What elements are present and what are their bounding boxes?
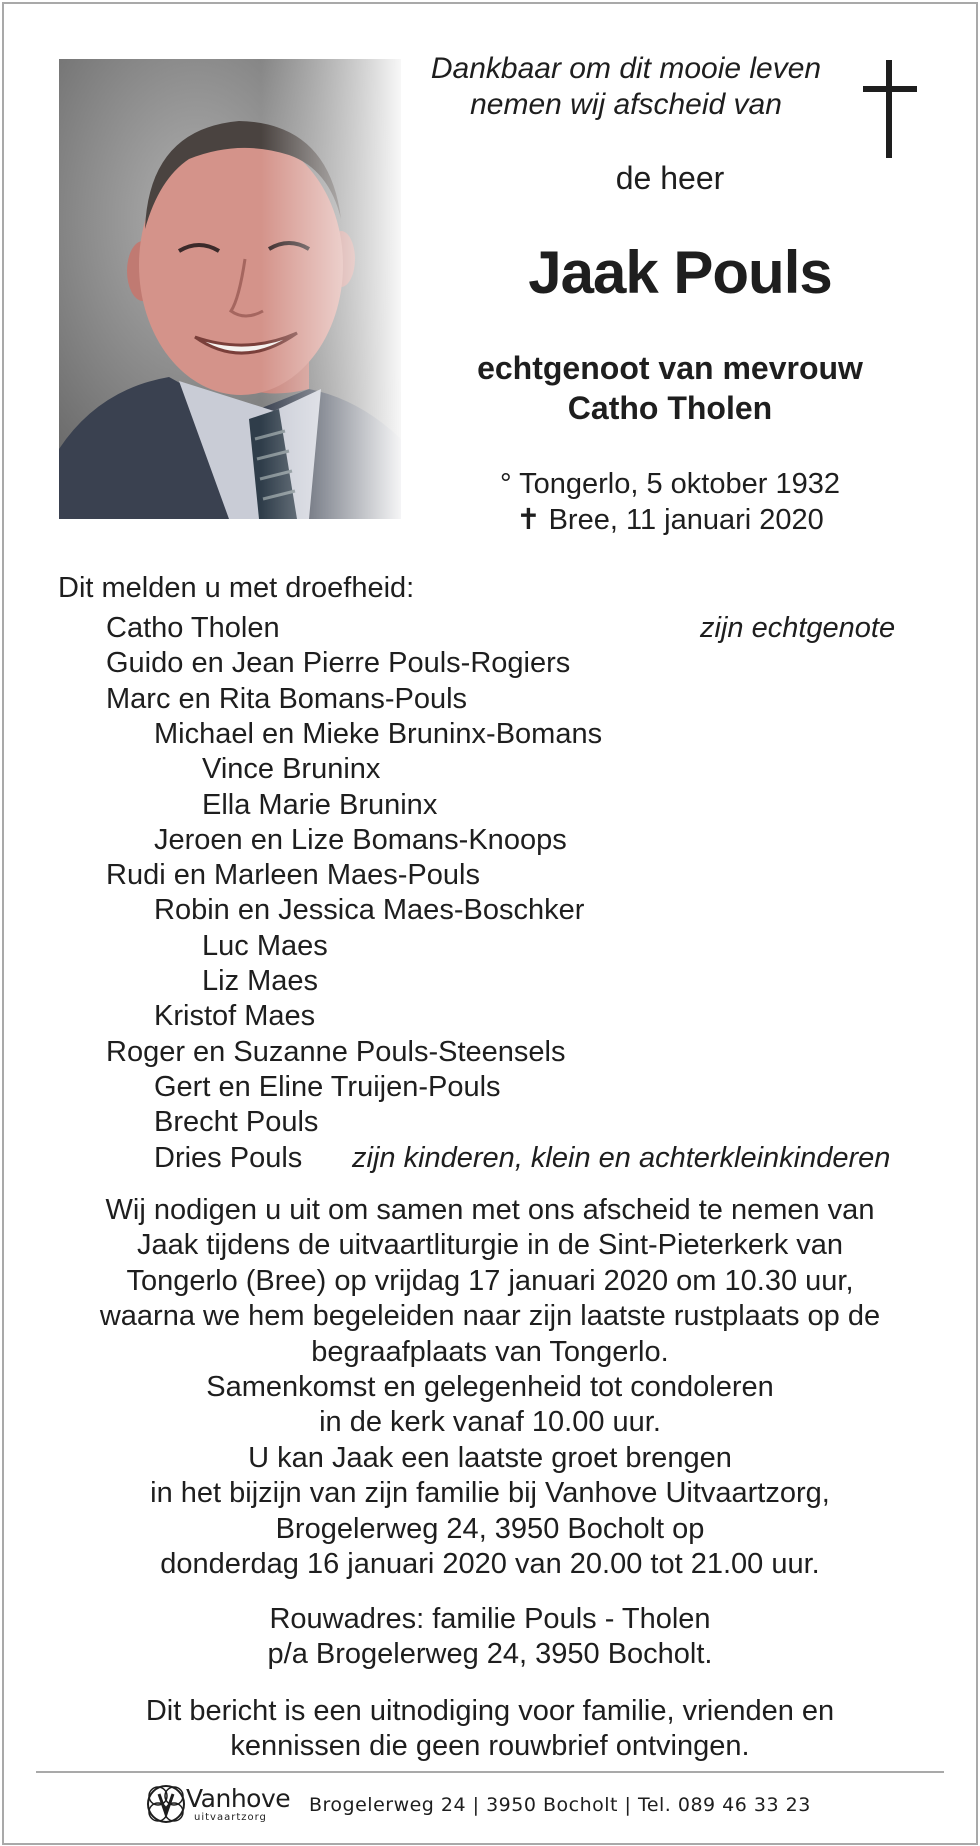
family-role: zijn kinderen, klein en achterkleinkinderen — [352, 1141, 891, 1174]
spouse-name: Catho Tholen — [567, 390, 773, 426]
title-prefix: de heer — [615, 160, 725, 196]
intro-line: Dankbaar om dit mooie leven — [430, 52, 822, 85]
family-member: Brecht Pouls — [154, 1106, 319, 1139]
life-dates — [440, 466, 900, 538]
ceremony-line: donderdag 16 januari 2020 van 20.00 tot 21.00 uur. — [160, 1548, 820, 1581]
deceased-name: Jaak Pouls — [528, 239, 832, 306]
ceremony-line: Jaak tijdens de uitvaartliturgie in de Sint-Pieterkerk van — [136, 1229, 844, 1262]
ceremony-text — [60, 1193, 920, 1582]
family-announcement: Dit melden u met droefheid: — [58, 572, 415, 604]
spouse-line: echtgenoot van mevrouw — [477, 350, 863, 386]
intro-text — [414, 51, 838, 123]
birth-date: ° Tongerlo, 5 oktober 1932 — [500, 468, 840, 500]
logo-name: Vanhove — [186, 1784, 291, 1813]
ceremony-line: Tongerlo (Bree) op vrijdag 17 januari 2020 om 10.30 uur, — [126, 1264, 854, 1297]
family-member: Gert en Eline Truijen-Pouls — [154, 1070, 501, 1103]
family-member: Kristof Maes — [154, 1000, 316, 1033]
family-role: zijn echtgenote — [700, 612, 896, 644]
portrait-photo — [59, 59, 401, 519]
footer-divider — [36, 1771, 944, 1773]
ceremony-line: in de kerk vanaf 10.00 uur. — [319, 1406, 661, 1439]
closing-line: Dit bericht is een uitnodiging voor familie, vrienden en — [145, 1695, 835, 1727]
ceremony-line: in het bijzijn van zijn familie bij Vanhove Uitvaartzorg, — [150, 1477, 830, 1510]
family-member: Vince Bruninx — [202, 753, 381, 786]
family-member: Marc en Rita Bomans-Pouls — [106, 682, 468, 715]
address-line: Rouwadres: familie Pouls - Tholen — [269, 1603, 711, 1635]
logo-emblem-icon — [144, 1782, 188, 1826]
spouse-info — [420, 348, 920, 428]
family-member: Roger en Suzanne Pouls-Steensels — [106, 1035, 566, 1068]
vanhove-logo — [144, 1782, 294, 1826]
ceremony-line: waarna we hem begeleiden naar zijn laatste rustplaats op de — [99, 1300, 881, 1333]
family-member: Luc Maes — [202, 929, 328, 962]
ceremony-line: U kan Jaak een laatste groet brengen — [248, 1441, 732, 1474]
ceremony-line: Samenkomst en gelegenheid tot condoleren — [206, 1371, 774, 1404]
footer-contact: Brogelerweg 24 | 3950 Bocholt | Tel. 089 46 33 23 — [309, 1794, 811, 1816]
family-member: Rudi en Marleen Maes-Pouls — [106, 859, 480, 892]
mourning-address — [160, 1602, 820, 1672]
ceremony-line: Wij nodigen u uit om samen met ons afscheid te nemen van — [105, 1194, 875, 1226]
ceremony-line: begraafplaats van Tongerlo. — [311, 1335, 669, 1368]
family-member: Catho Tholen — [106, 612, 280, 644]
closing-line: kennissen die geen rouwbrief ontvingen. — [230, 1730, 750, 1762]
family-member: Guido en Jean Pierre Pouls-Rogiers — [106, 647, 571, 680]
intro-line: nemen wij afscheid van — [470, 88, 782, 121]
address-line: p/a Brogelerweg 24, 3950 Bocholt. — [267, 1638, 713, 1670]
family-member: Ella Marie Bruninx — [202, 788, 438, 821]
cross-icon — [863, 60, 917, 158]
family-member: Liz Maes — [202, 965, 319, 997]
ceremony-line: Brogelerweg 24, 3950 Bocholt op — [275, 1512, 705, 1545]
death-date: ✝ Bree, 11 januari 2020 — [516, 504, 824, 536]
family-member: Michael en Mieke Bruninx-Bomans — [154, 717, 603, 750]
logo-subtitle: uitvaartzorg — [194, 1812, 267, 1823]
family-member: Robin en Jessica Maes-Boschker — [154, 894, 585, 927]
family-member: Dries Pouls — [154, 1141, 303, 1174]
closing-note — [90, 1694, 890, 1764]
family-member: Jeroen en Lize Bomans-Knoops — [154, 823, 567, 856]
